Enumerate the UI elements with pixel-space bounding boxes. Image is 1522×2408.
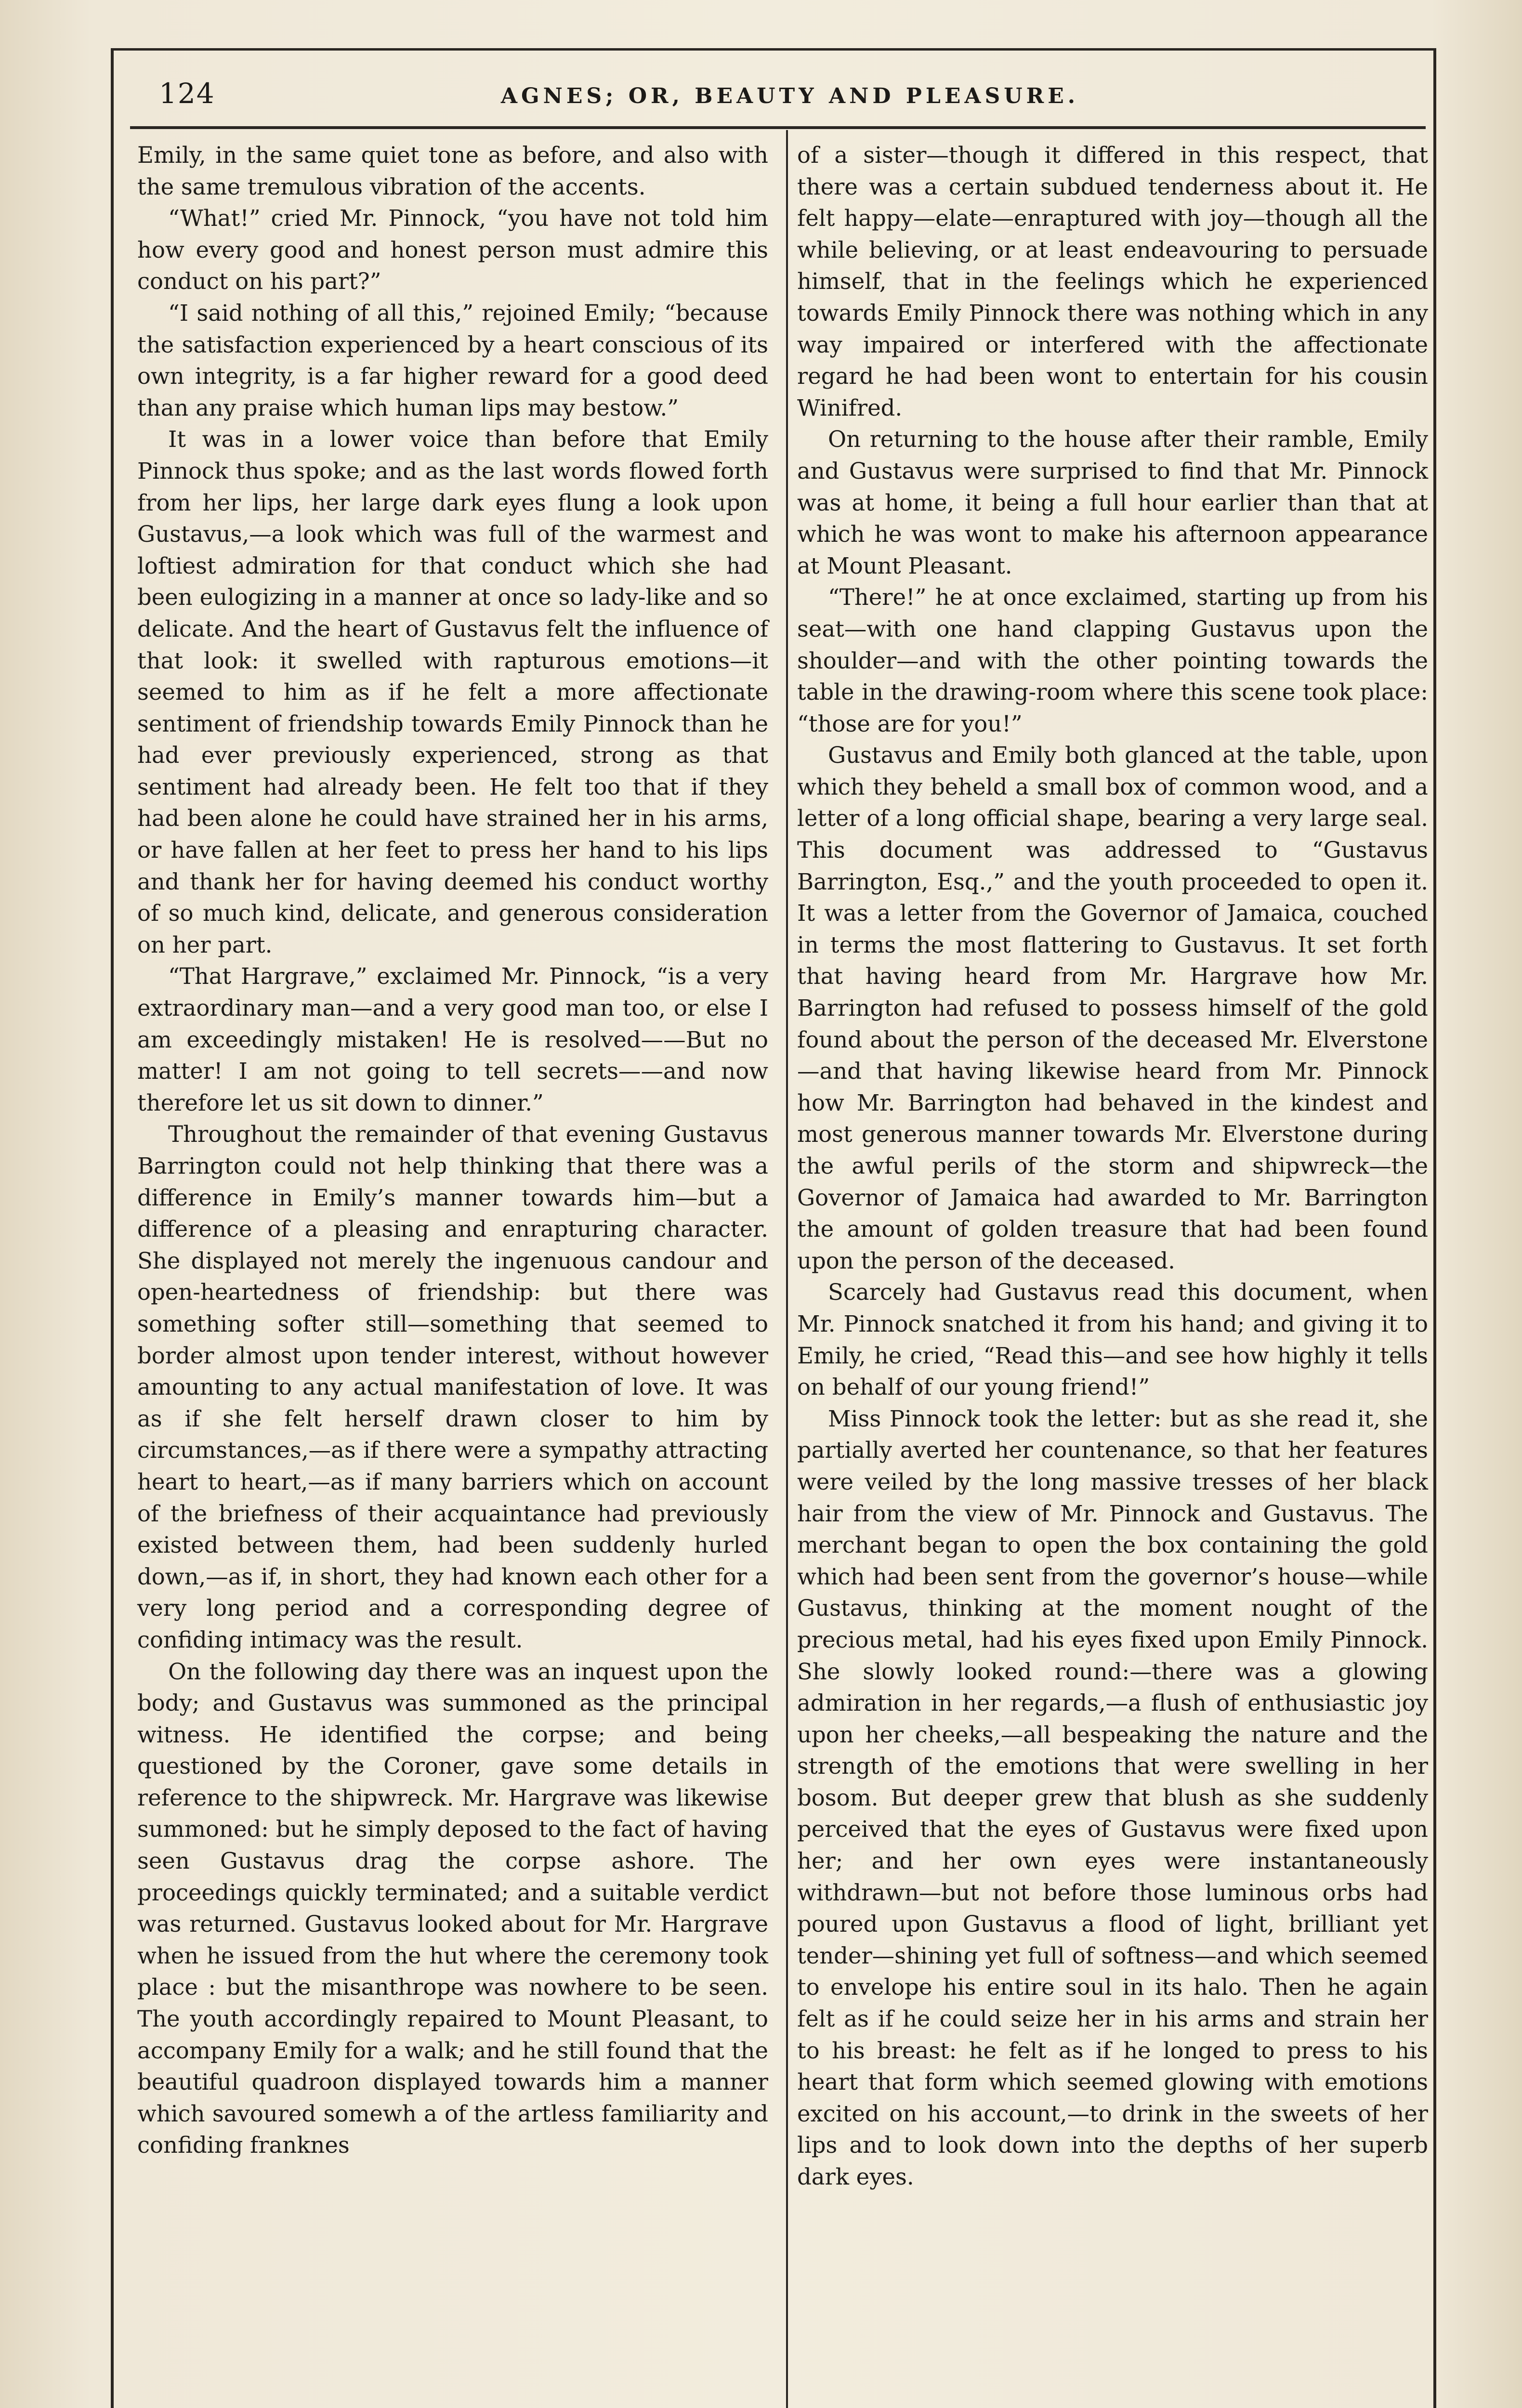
page-header bbox=[154, 72, 1426, 116]
text-column-left bbox=[137, 140, 768, 2161]
paragraph: “What!” cried Mr. Pinnock, “you have not told him how every good and honest person must admire this conduct on his part?” bbox=[137, 205, 768, 295]
paragraph: “I said nothing of all this,” rejoined Emily; “because the satisfaction experienced by a heart conscious of its own integrity, is a far higher reward for a good deed than any praise which human lips may bestow.” bbox=[137, 300, 768, 421]
paragraph: Gustavus and Emily both glanced at the table, upon which they beheld a small box of common wood, and a letter of a long official shape, bearing a very large seal. This document was addressed to “Gustavus Barrington, Esq.,” and the youth proceeded to open it. It was a letter from the Governor of Jamaica, couched in terms the most flattering to Gustavus. It set forth that having heard from Mr. Hargrave how Mr. Barrington had refused to possess himself of the gold found about the person of the deceased Mr. Elverstone—and that having likewise heard from Mr. Pinnock how Mr. Barrington had behaved in the kindest and most generous manner towards Mr. Elverstone during the awful perils of the storm and shipwreck—the Governor of Jamaica had awarded to Mr. Barrington the amount of golden treasure that had been found upon the person of the deceased. bbox=[797, 742, 1428, 1274]
running-title: AGNES; OR, BEAUTY AND PLEASURE. bbox=[500, 84, 1079, 108]
header-rule bbox=[130, 126, 1426, 129]
paragraph: On the following day there was an inquest upon the body; and Gustavus was summoned as the principal witness. He identified the corpse; and being questioned by the Coroner, gave some details in reference to the shipwreck. Mr. Hargrave was likewise summoned: but he simply deposed to the fact of having seen Gustavus drag the corpse ashore. The proceedings quickly terminated; and a suitable verdict was returned. Gustavus looked about for Mr. Hargrave when he issued from the hut where the ceremony took place : but the misanthrope was nowhere to be seen. The youth accordingly repaired to Mount Pleasant, to accompany Emily for a walk; and he still found that the beautiful quadroon displayed towards him a manner which savoured somewh a of the artless familiarity and confiding franknes bbox=[137, 1658, 768, 2159]
paragraph: On returning to the house after their ramble, Emily and Gustavus were surprised to find that Mr. Pinnock was at home, it being a full hour earlier than that at which he was wont to make his afternoon appearance at Mount Pleasant. bbox=[797, 426, 1428, 579]
paragraph: “That Hargrave,” exclaimed Mr. Pinnock, “is a very extraordinary man—and a very good man too, or else I am exceedingly mistaken! He is resolved——But no matter! I am not going to tell secrets——and now therefore let us sit down to dinner.” bbox=[137, 963, 768, 1116]
paragraph: It was in a lower voice than before that Emily Pinnock thus spoke; and as the last words flowed forth from her lips, her large dark eyes flung a look upon Gustavus,—a look which was full of the warmest and loftiest admiration for that conduct which she had been eulogizing in a manner at once so lady-like and so delicate. And the heart of Gustavus felt the influence of that look: it swelled with rapturous emotions—it seemed to him as if he felt a more affectionate sentiment of friendship towards Emily Pinnock than he had ever previously experienced, strong as that sentiment had already been. He felt too that if they had been alone he could have strained her in his arms, or have fallen at her feet to press her hand to his lips and thank her for having deemed his conduct worthy of so much kind, delicate, and generous consideration on her part. bbox=[137, 426, 768, 958]
page-number: 124 bbox=[159, 77, 215, 110]
paragraph: Miss Pinnock took the letter: but as she read it, she partially averted her countenance, so that her features were veiled by the long massive tresses of her black hair from the view of Mr. Pinnock and Gustavus. The merchant began to open the box containing the gold which had been sent from the governor’s house—while Gustavus, thinking at the moment nought of the precious metal, had his eyes fixed upon Emily Pinnock. She slowly looked round:—there was a glowing admiration in her regards,—a flush of enthusiastic joy upon her cheeks,—all bespeaking the nature and the strength of the emotions that were swelling in her bosom. But deeper grew that blush as she suddenly perceived that the eyes of Gustavus were fixed upon her; and her own eyes were instantaneously withdrawn—but not before those luminous orbs had poured upon Gustavus a flood of light, brilliant yet tender—shining yet full of softness—and which seemed to envelope his entire soul in its halo. Then he again felt as if he could seize her in his arms and strain her to his breast: he felt as if he longed to press to his heart that form which seemed glowing with emotions excited on his account,—to drink in the sweets of her lips and to look down into the depths of her superb dark eyes. bbox=[797, 1405, 1428, 2190]
column-divider bbox=[786, 130, 788, 2408]
paragraph: Emily, in the same quiet tone as before, and also with the same tremulous vibration of the accents. bbox=[137, 142, 768, 200]
paragraph: Scarcely had Gustavus read this document, when Mr. Pinnock snatched it from his hand; and giving it to Emily, he cried, “Read this—and see how highly it tells on behalf of our young friend!” bbox=[797, 1279, 1428, 1400]
paragraph: of a sister—though it differed in this respect, that there was a certain subdued tenderness about it. He felt happy—elate—enraptured with joy—though all the while believing, or at least endeavouring to persuade himself, that in the feelings which he experienced towards Emily Pinnock there was nothing which in any way impaired or interfered with the affectionate regard he had been wont to entertain for his cousin Winifred. bbox=[797, 142, 1428, 421]
paragraph: Throughout the remainder of that evening Gustavus Barrington could not help thinking that there was a difference in Emily’s manner towards him—but a difference of a pleasing and enrapturing character. She displayed not merely the ingenuous candour and open-heartedness of friendship: but there was something softer still—something that seemed to border almost upon tender interest, without however amounting to any actual manifestation of love. It was as if she felt herself drawn closer to him by circumstances,—as if there were a sympathy attracting heart to heart,—as if many barriers which on account of the briefness of their acquaintance had previously existed between them, had been suddenly hurled down,—as if, in short, they had known each other for a very long period and a corresponding degree of confiding intimacy was the result. bbox=[137, 1121, 768, 1653]
paragraph: “There!” he at once exclaimed, starting up from his seat—with one hand clapping Gustavus upon the shoulder—and with the other pointing towards the table in the drawing-room where this scene took place: “those are for you!” bbox=[797, 584, 1428, 737]
text-column-right bbox=[797, 140, 1428, 2193]
